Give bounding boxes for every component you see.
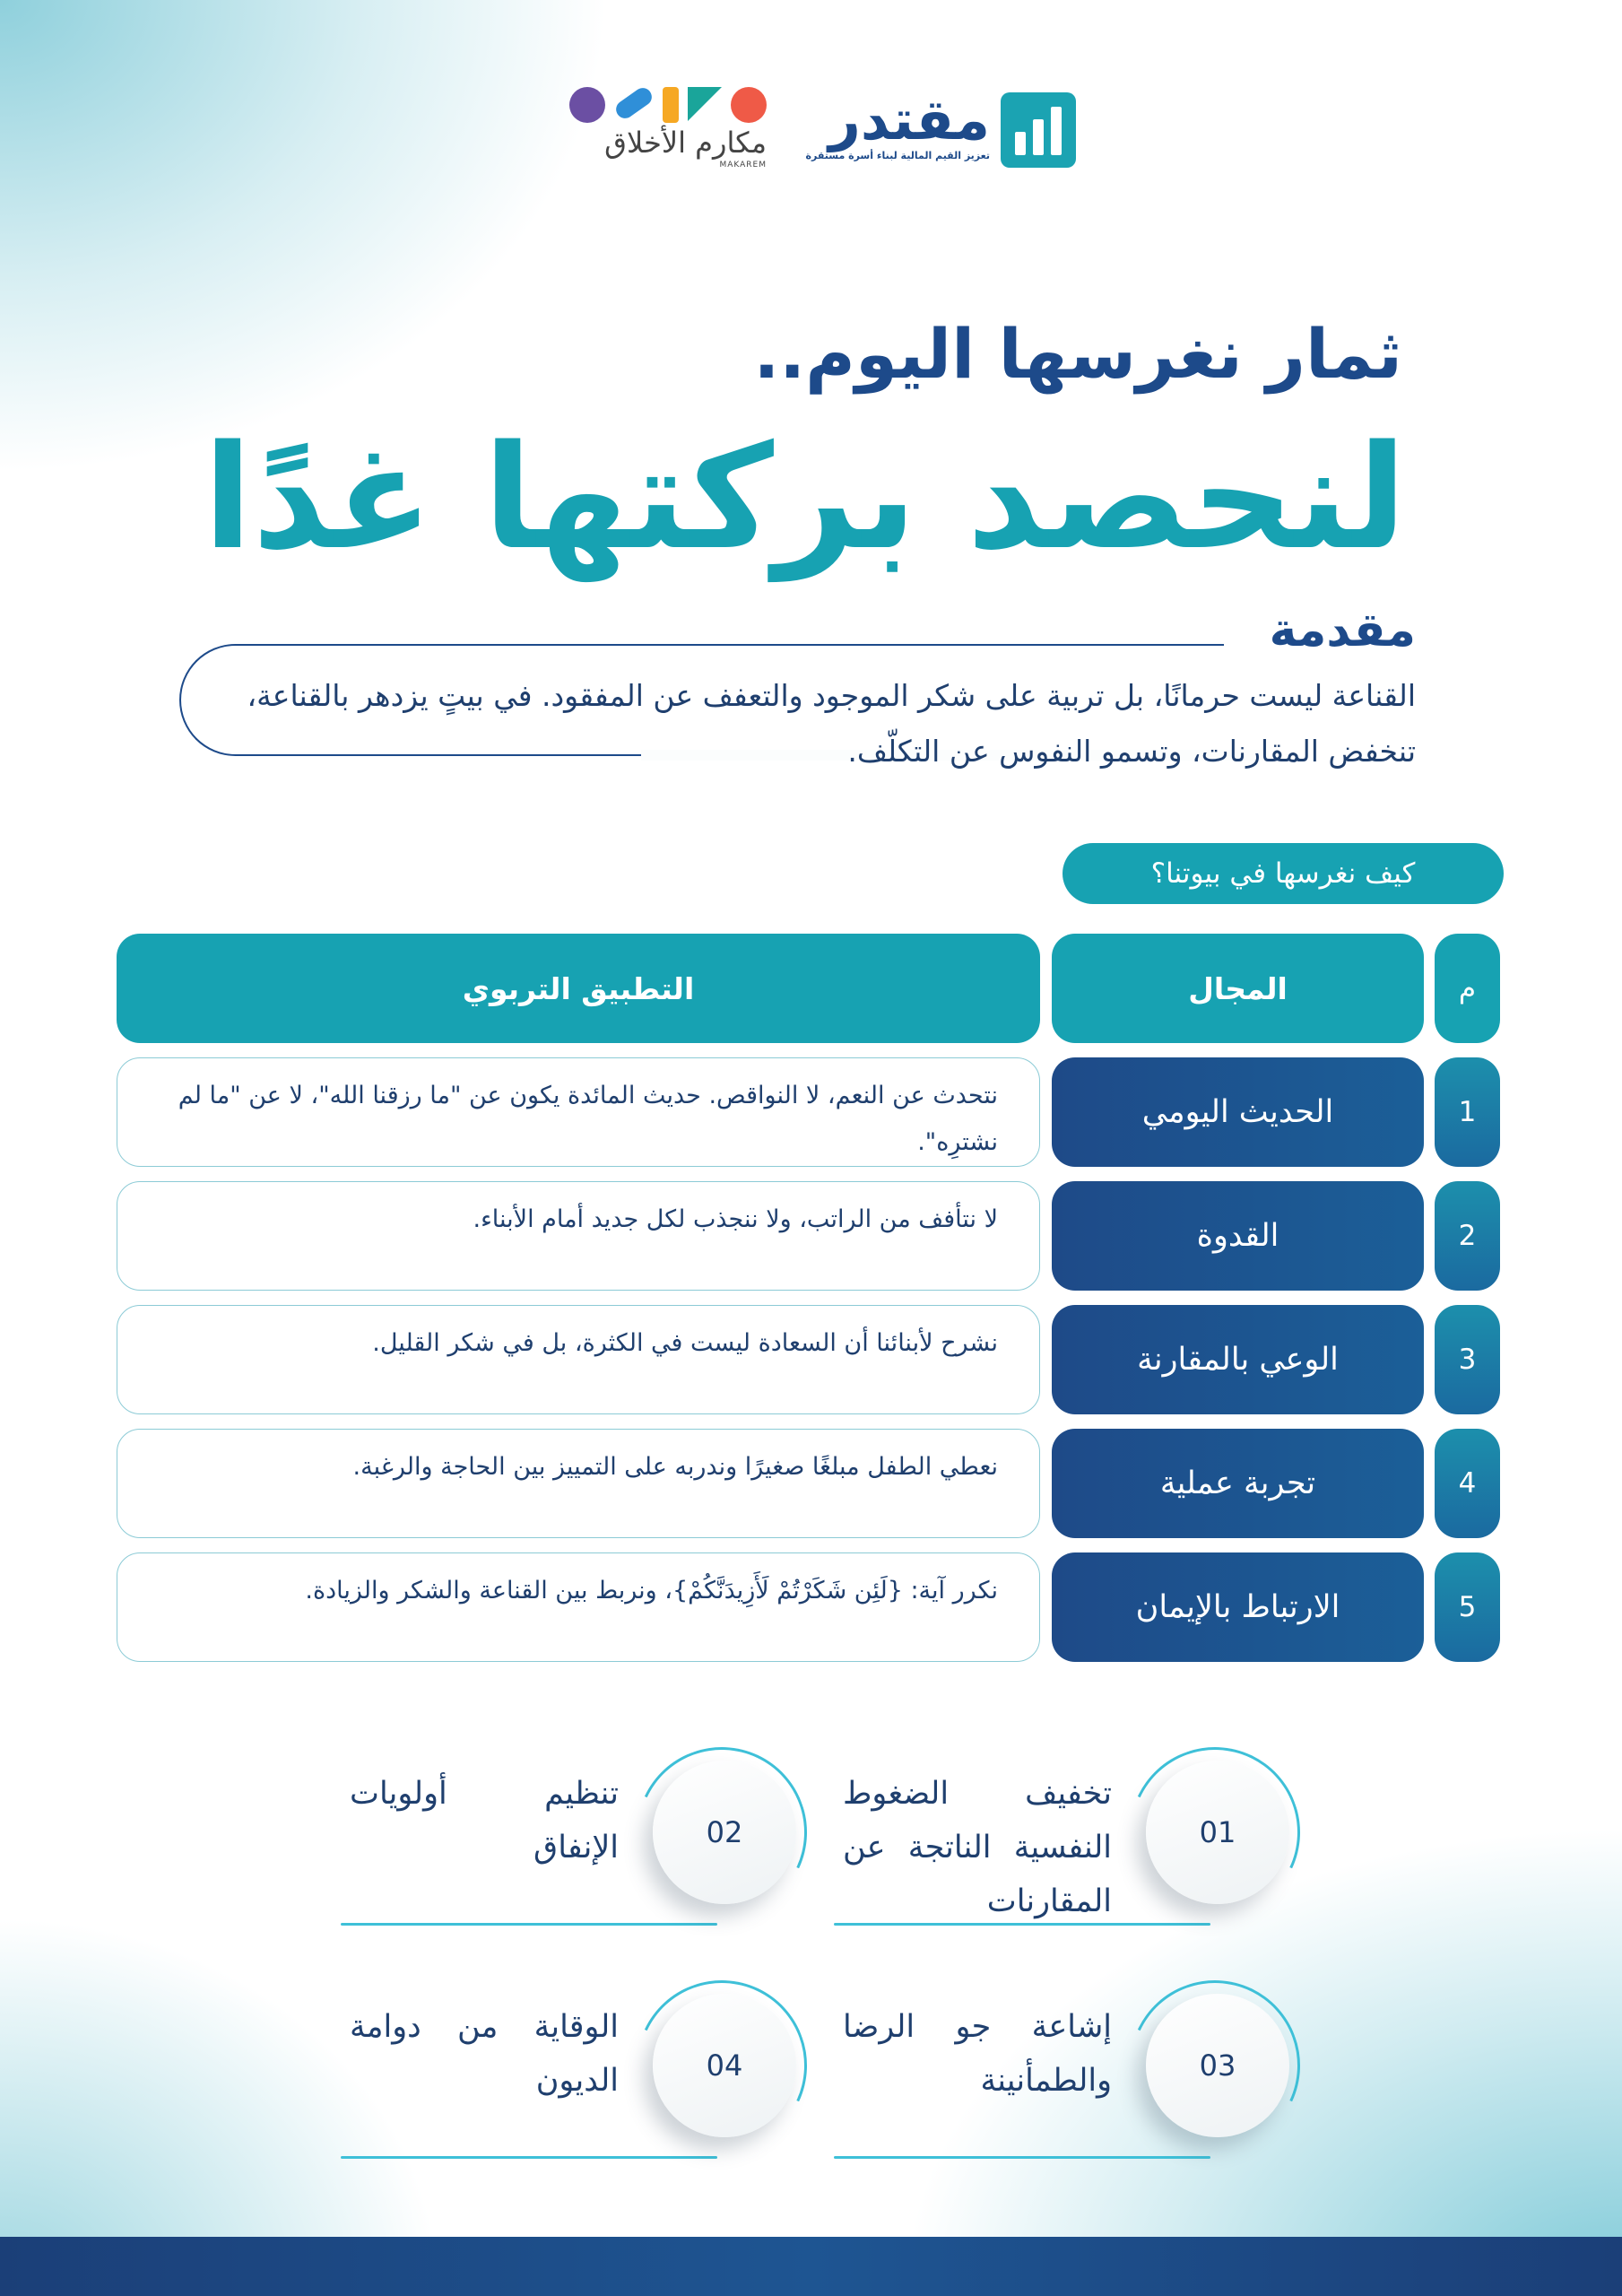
benefit-label: إشاعة جو الرضا والطمأنينة bbox=[843, 2009, 1112, 2099]
table-row bbox=[117, 1552, 1500, 1662]
benefit-label: تخفيف الضغوط النفسية الناتجة عن المقارنات bbox=[843, 1776, 1112, 1919]
headline-line-1: ثمار نغرسها اليوم.. bbox=[753, 314, 1402, 394]
benefit-underline bbox=[834, 2156, 1210, 2159]
field-cell: الحديث اليومي bbox=[1052, 1057, 1424, 1167]
field-cell: القدوة bbox=[1052, 1181, 1424, 1291]
application-cell: نكرر آية: {لَئِن شَكَرْتُمْ لَأَزِيدَنَّكُمْ}، ونربط بين القناعة والشكر والزيادة. bbox=[117, 1552, 1040, 1662]
benefit-number: 01 bbox=[1146, 1761, 1289, 1904]
application-cell: نتحدث عن النعم، لا النواقص. حديث المائدة يكون عن "ما رزقنا الله"، لا عن "ما لم نشترِه". bbox=[117, 1057, 1040, 1167]
intro-title: مقدمة bbox=[1269, 604, 1416, 657]
muqtadir-wordmark: مقتدر bbox=[828, 87, 990, 152]
application-cell: نشرح لأبنائنا أن السعادة ليست في الكثرة، بل في شكر القليل. bbox=[117, 1305, 1040, 1414]
muqtadir-logo bbox=[805, 85, 1076, 175]
makarem-logo bbox=[551, 85, 767, 170]
makarem-english-name: MAKAREM bbox=[719, 161, 767, 170]
benefit-number: 03 bbox=[1146, 1994, 1289, 2137]
benefit-number: 04 bbox=[653, 1994, 796, 2137]
table-header-field: المجال bbox=[1052, 934, 1424, 1043]
field-cell: تجربة عملية bbox=[1052, 1429, 1424, 1538]
benefit-label: تنظيم أولويات الإنفاق bbox=[350, 1776, 619, 1866]
field-cell: الارتباط بالإيمان bbox=[1052, 1552, 1424, 1662]
makarem-wordmark: مكارم الأخلاق bbox=[604, 126, 767, 160]
headline-line-2: لنحصد بركتها غدًا bbox=[203, 413, 1407, 581]
footer-bar bbox=[0, 2237, 1622, 2296]
table-row bbox=[117, 1305, 1500, 1414]
number-cell: 1 bbox=[1435, 1057, 1500, 1167]
benefit-card-03 bbox=[834, 1980, 1300, 2169]
benefit-number: 02 bbox=[653, 1761, 796, 1904]
intro-text: القناعة ليست حرمانًا، بل تربية على شكر الموجود والتعفف عن المفقود. في بيتٍ يزدهر بالقناعة، تنخفض المقارنات، وتسمو النفوس عن التكلّف. bbox=[247, 678, 1416, 769]
application-cell: نعطي الطفل مبلغًا صغيرًا وندربه على التمييز بين الحاجة والرغبة. bbox=[117, 1429, 1040, 1538]
number-cell: 4 bbox=[1435, 1429, 1500, 1538]
number-cell: 3 bbox=[1435, 1305, 1500, 1414]
table-row bbox=[117, 1057, 1500, 1167]
benefit-underline bbox=[341, 2156, 717, 2159]
field-cell: الوعي بالمقارنة bbox=[1052, 1305, 1424, 1414]
question-pill: كيف نغرسها في بيوتنا؟ bbox=[1063, 843, 1504, 904]
bar-chart-logo-icon bbox=[1001, 92, 1076, 168]
benefit-label: الوقاية من دوامة الديون bbox=[350, 2009, 619, 2099]
table-header-application: التطبيق التربوي bbox=[117, 934, 1040, 1043]
application-cell: لا نتأفف من الراتب، ولا ننجذب لكل جديد أمام الأبناء. bbox=[117, 1181, 1040, 1291]
muqtadir-tagline: تعزيز القيم المالية لبناء أسرة مستقرة bbox=[805, 150, 990, 161]
table-row bbox=[117, 1181, 1500, 1291]
number-cell: 2 bbox=[1435, 1181, 1500, 1291]
benefit-underline bbox=[341, 1923, 717, 1926]
number-cell: 5 bbox=[1435, 1552, 1500, 1662]
table-row bbox=[117, 1429, 1500, 1538]
table-header-num: م bbox=[1435, 934, 1500, 1043]
benefit-card-02 bbox=[341, 1747, 807, 1935]
benefit-card-04 bbox=[341, 1980, 807, 2169]
benefit-card-01 bbox=[834, 1747, 1300, 1935]
colored-shapes-logo-icon bbox=[551, 85, 767, 125]
